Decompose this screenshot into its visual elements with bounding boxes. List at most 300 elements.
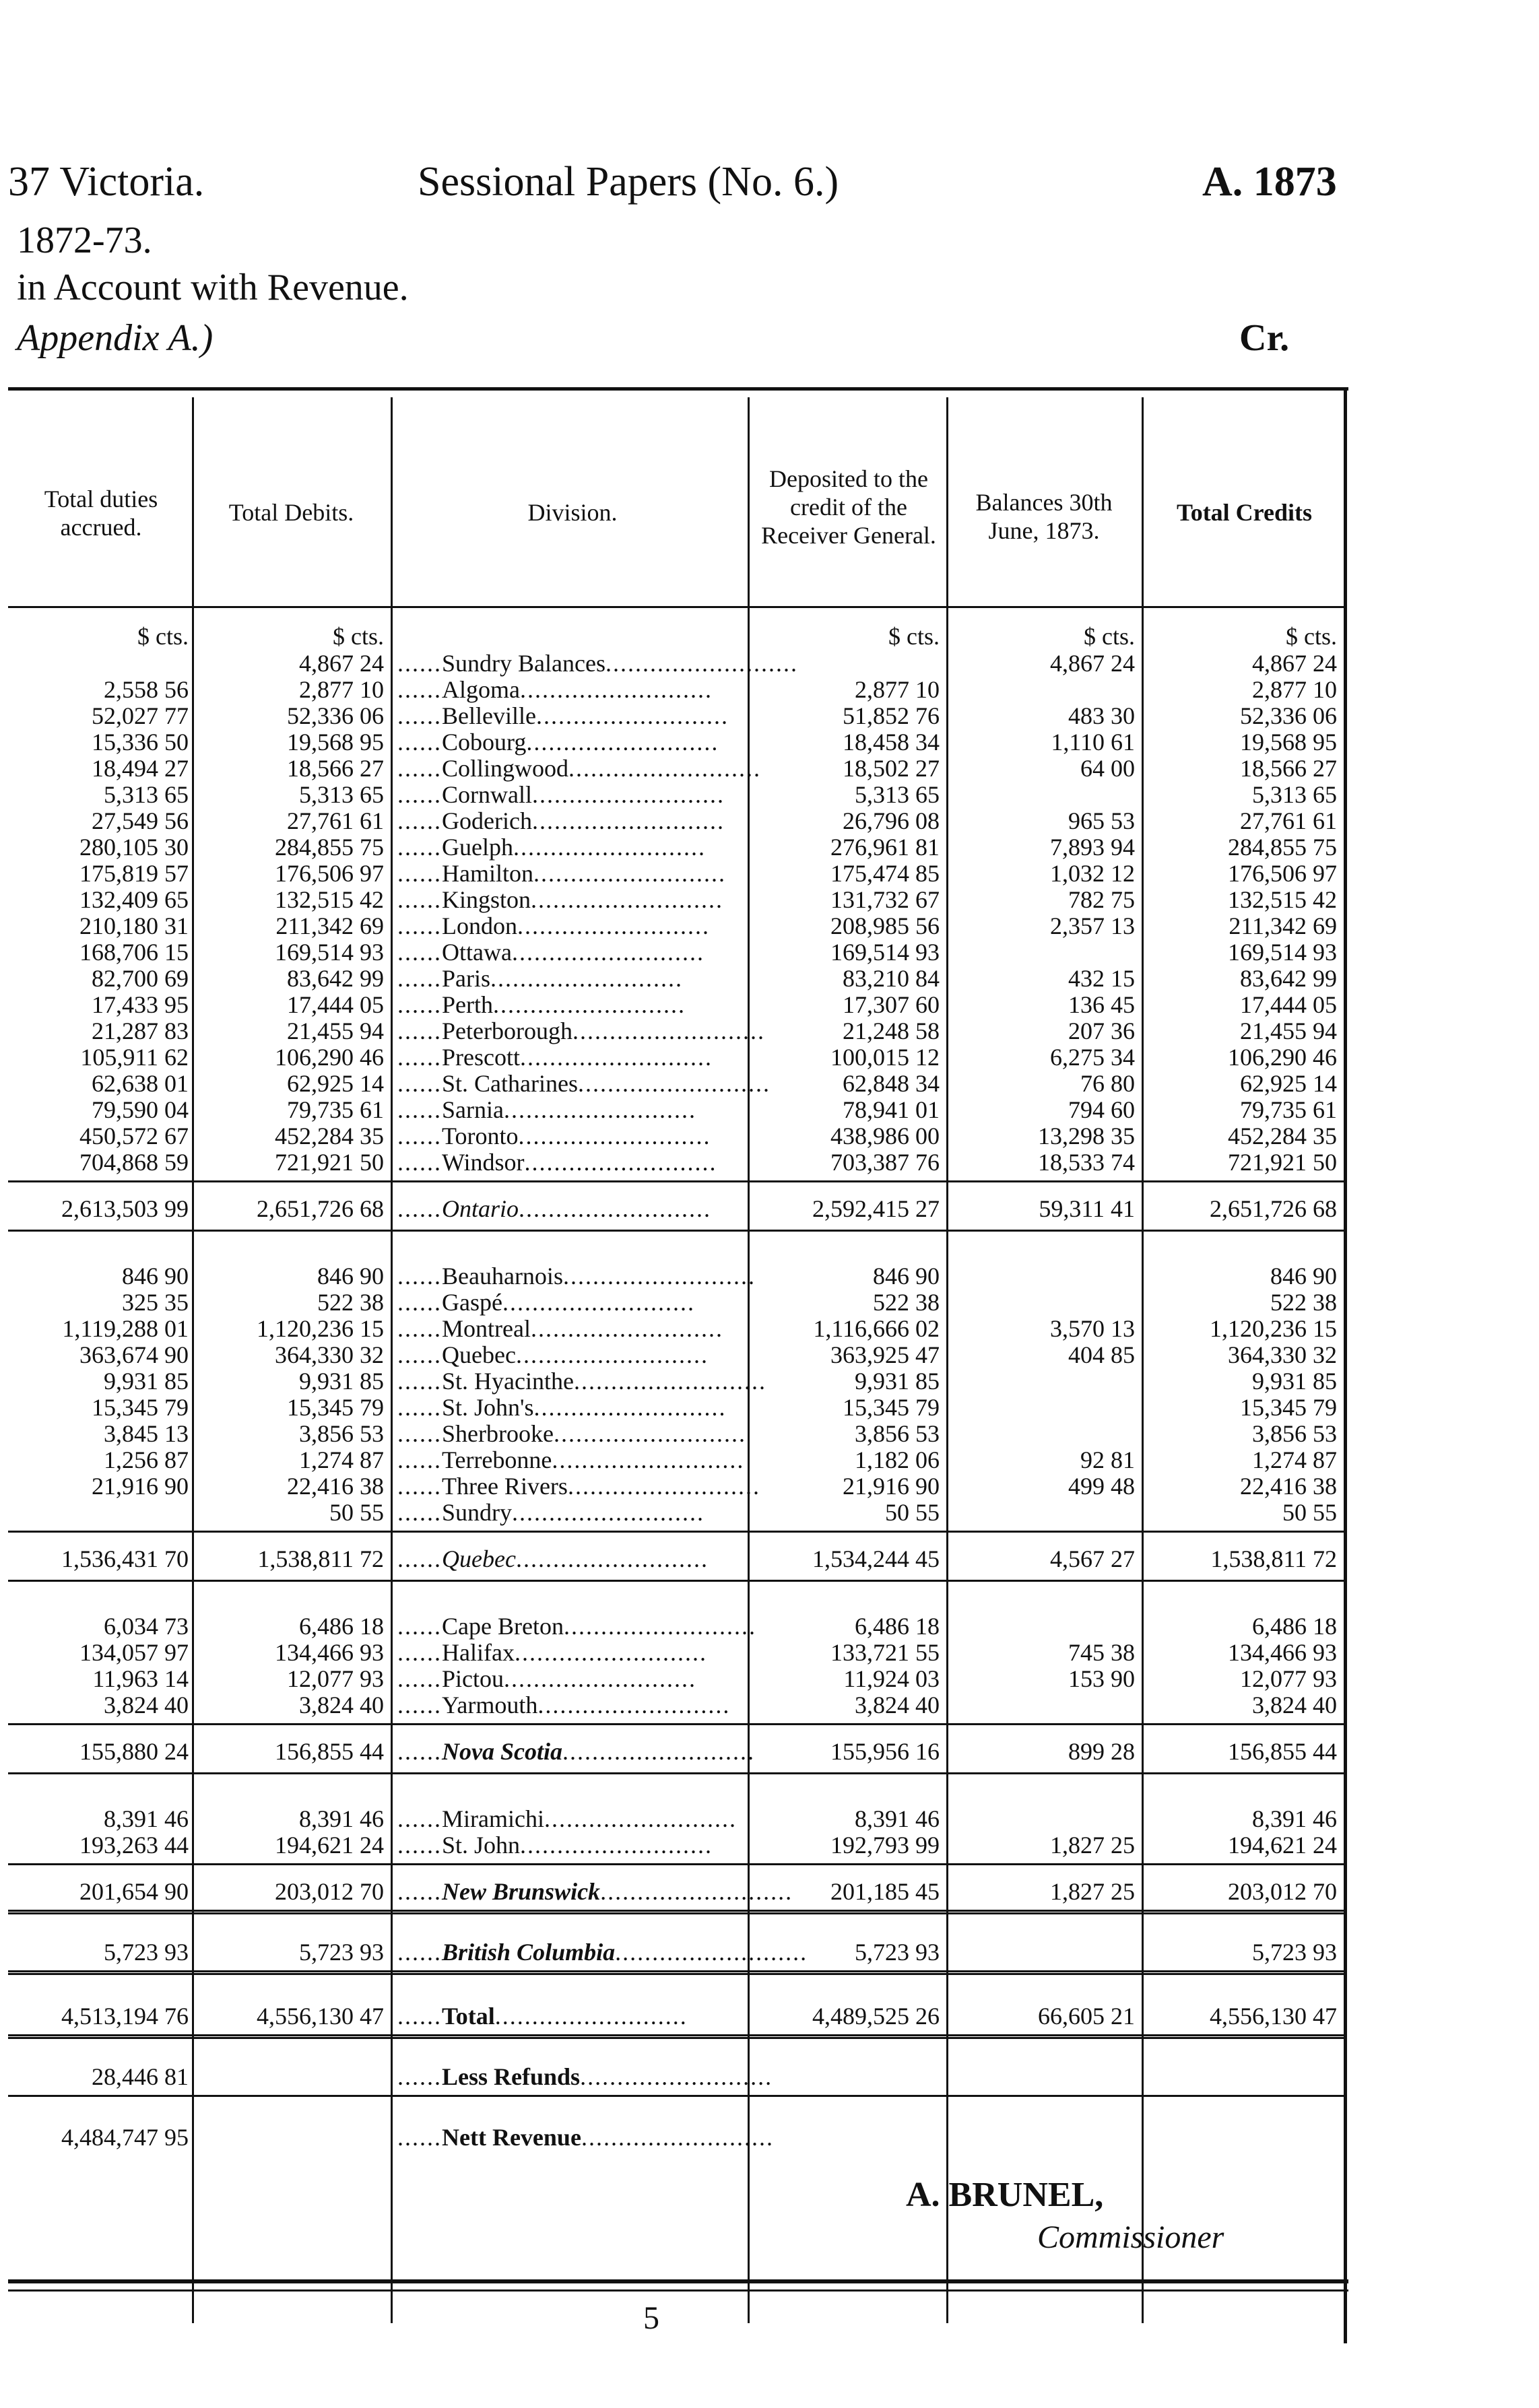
cell-deposited: 78,941 01 (843, 1096, 940, 1123)
header-year: 1872-73. (17, 220, 152, 261)
cell-duties: 6,034 73 (104, 1613, 189, 1640)
cell-credits: 2,877 10 (1252, 676, 1337, 703)
cell-credits: 50 55 (1282, 1499, 1337, 1526)
cell-credits: 9,931 85 (1252, 1368, 1337, 1395)
leader-dots: ...... (397, 1499, 442, 1526)
subtotal-rule (8, 1772, 1345, 1774)
cell-division (397, 676, 744, 703)
cell-balances: 64 00 (1080, 755, 1135, 782)
cell-credits: 12,077 93 (1240, 1665, 1337, 1692)
leader-dots: ...... (397, 1939, 442, 1966)
cell-division (397, 886, 744, 913)
cell-deposited: 155,956 16 (830, 1738, 940, 1765)
cell-deposited: 15,345 79 (843, 1394, 940, 1421)
leader-dots: .......................... (577, 1070, 771, 1097)
leader-dots: ...... (397, 2003, 442, 2030)
leader-dots: .......................... (581, 2124, 774, 2151)
leader-dots: ...... (397, 1805, 442, 1832)
leader-dots: .......................... (615, 1939, 808, 1966)
cell-balances: 18,533 74 (1038, 1149, 1135, 1176)
leader-dots: .......................... (520, 1832, 713, 1859)
cell-duties: 325 35 (122, 1289, 189, 1316)
cell-credits: 194,621 24 (1228, 1832, 1337, 1859)
cell-duties: 21,287 83 (92, 1017, 189, 1044)
leader-dots: ...... (397, 1315, 442, 1342)
cell-division (397, 1263, 756, 1290)
leader-dots: .......................... (562, 1738, 755, 1765)
cell-duties: 155,880 24 (79, 1738, 189, 1765)
cell-credits: 52,336 06 (1240, 702, 1337, 729)
leader-dots: ...... (397, 1017, 442, 1044)
cell-debits: 156,855 44 (275, 1738, 384, 1765)
cell-division (397, 729, 744, 756)
cell-balances: 207 36 (1068, 1017, 1135, 1044)
cell-duties: 4,513,194 76 (61, 2003, 189, 2030)
cell-division (397, 965, 744, 992)
cell-debits: 62,925 14 (287, 1070, 384, 1097)
units-credits: $ cts. (1286, 623, 1337, 650)
cell-duties: 3,845 13 (104, 1420, 189, 1447)
cell-credits: 1,274 87 (1252, 1446, 1337, 1473)
units-debits: $ cts. (333, 623, 384, 650)
cell-credits: 8,391 46 (1252, 1805, 1337, 1832)
heading-rule (8, 606, 1345, 608)
cell-deposited: 1,182 06 (855, 1446, 940, 1473)
cell-credits: 134,466 93 (1228, 1639, 1337, 1666)
cell-duties: 280,105 30 (79, 834, 189, 861)
division-label: Ontario (442, 1195, 519, 1222)
cell-credits: 203,012 70 (1228, 1878, 1337, 1905)
leader-dots: ...... (397, 2124, 442, 2151)
leader-dots: ...... (397, 991, 442, 1018)
leader-dots: .......................... (512, 1499, 705, 1526)
division-label: Yarmouth (442, 1692, 538, 1718)
leader-dots: .......................... (502, 1289, 695, 1316)
cell-deposited: 131,732 67 (830, 886, 940, 913)
units-duties: $ cts. (137, 623, 189, 650)
cell-deposited: 175,474 85 (830, 860, 940, 887)
leader-dots: ...... (397, 1044, 442, 1071)
cell-division (397, 1939, 808, 1966)
cell-balances: 3,570 13 (1050, 1315, 1135, 1342)
cell-deposited: 2,592,415 27 (812, 1195, 940, 1222)
cell-credits: 5,313 65 (1252, 781, 1337, 808)
cell-debits: 522 38 (317, 1289, 384, 1316)
cell-division (397, 1665, 744, 1692)
cell-division (397, 1195, 744, 1222)
cell-credits: 5,723 93 (1252, 1939, 1337, 1966)
cell-division (397, 1315, 744, 1342)
cell-debits: 194,621 24 (275, 1832, 384, 1859)
leader-dots: .......................... (553, 1420, 746, 1447)
cell-credits: 176,506 97 (1228, 860, 1337, 887)
cell-division (397, 755, 762, 782)
cell-deposited: 62,848 34 (843, 1070, 940, 1097)
units-balances: $ cts. (1084, 623, 1135, 650)
cell-duties: 79,590 04 (92, 1096, 189, 1123)
cell-duties: 62,638 01 (92, 1070, 189, 1097)
cell-deposited: 133,721 55 (830, 1639, 940, 1666)
leader-dots: ...... (397, 676, 442, 703)
division-label: Hamilton (442, 860, 533, 887)
cell-duties: 9,931 85 (104, 1368, 189, 1395)
leader-dots: .......................... (518, 1123, 711, 1149)
cell-deposited: 18,458 34 (843, 729, 940, 756)
subtotal-rule (8, 2037, 1345, 2039)
cell-debits: 8,391 46 (299, 1805, 384, 1832)
cell-deposited: 18,502 27 (843, 755, 940, 782)
division-label: Prescott (442, 1044, 520, 1071)
cell-balances: 7,893 94 (1050, 834, 1135, 861)
cell-duties: 704,868 59 (79, 1149, 189, 1176)
leader-dots: .......................... (493, 991, 686, 1018)
cell-credits: 21,455 94 (1240, 1017, 1337, 1044)
cell-balances: 432 15 (1068, 965, 1135, 992)
division-label: Collingwood (442, 755, 569, 782)
cell-credits: 3,824 40 (1252, 1692, 1337, 1718)
leader-dots: ...... (397, 1613, 442, 1640)
cell-balances: 6,275 34 (1050, 1044, 1135, 1071)
leader-dots: .......................... (530, 1315, 723, 1342)
cell-division (397, 1738, 755, 1765)
leader-dots: ...... (397, 1545, 442, 1572)
cell-credits: 284,855 75 (1228, 834, 1337, 861)
cell-duties: 17,433 95 (92, 991, 189, 1018)
cell-debits: 18,566 27 (287, 755, 384, 782)
cell-debits: 3,856 53 (299, 1420, 384, 1447)
cell-division (397, 1499, 744, 1526)
bottom-rule (8, 2279, 1348, 2283)
cell-balances: 136 45 (1068, 991, 1135, 1018)
units-deposited: $ cts. (888, 623, 940, 650)
leader-dots: .......................... (533, 1394, 727, 1421)
header-right: A. 1873 (1202, 159, 1337, 205)
cell-credits: 522 38 (1270, 1289, 1337, 1316)
cell-credits: 15,345 79 (1240, 1394, 1337, 1421)
cell-deposited: 17,307 60 (843, 991, 940, 1018)
cell-balances: 76 80 (1080, 1070, 1135, 1097)
col-division: Division. (527, 499, 618, 526)
cell-credits: 452,284 35 (1228, 1123, 1337, 1149)
cell-duties: 5,313 65 (104, 781, 189, 808)
leader-dots: .......................... (563, 1613, 756, 1640)
cell-deposited: 8,391 46 (855, 1805, 940, 1832)
cell-debits: 452,284 35 (275, 1123, 384, 1149)
cell-credits: 169,514 93 (1228, 939, 1337, 966)
division-label: St. John (442, 1832, 521, 1859)
group-rule (8, 1910, 1345, 1912)
cell-balances: 4,867 24 (1050, 650, 1135, 677)
cell-division (397, 1123, 744, 1149)
division-label: Belleville (442, 702, 536, 729)
leader-dots: .......................... (531, 886, 724, 913)
cell-debits: 364,330 32 (275, 1341, 384, 1368)
cell-duties: 2,613,503 99 (61, 1195, 189, 1222)
cell-balances: 499 48 (1068, 1473, 1135, 1500)
cell-credits: 1,120,236 15 (1210, 1315, 1337, 1342)
cell-credits: 1,538,811 72 (1210, 1545, 1337, 1572)
col-total-debits: Total Debits. (228, 499, 354, 526)
group-rule (8, 1970, 1345, 1972)
cell-balances: 1,110 61 (1051, 729, 1135, 756)
cell-division (397, 650, 798, 677)
cell-deposited: 4,489,525 26 (812, 2003, 940, 2030)
cell-deposited: 201,185 45 (830, 1878, 940, 1905)
cell-debits: 2,877 10 (299, 676, 384, 703)
leader-dots: ...... (397, 1149, 442, 1176)
group-rule (8, 2095, 1345, 2097)
cell-duties: 363,674 90 (79, 1341, 189, 1368)
cell-balances: 2,357 13 (1050, 912, 1135, 939)
cell-debits: 12,077 93 (287, 1665, 384, 1692)
subtotal-rule (8, 1912, 1345, 1914)
cell-duties: 201,654 90 (79, 1878, 189, 1905)
cell-credits: 2,651,726 68 (1210, 1195, 1337, 1222)
cell-debits: 83,642 99 (287, 965, 384, 992)
cell-debits: 169,514 93 (275, 939, 384, 966)
leader-dots: ...... (397, 965, 442, 992)
division-label: Total (442, 2003, 495, 2030)
cell-credits: 846 90 (1270, 1263, 1337, 1290)
header-account: in Account with Revenue. (17, 267, 409, 308)
cell-debits: 5,723 93 (299, 1939, 384, 1966)
cell-division (397, 1878, 793, 1905)
division-label: Cobourg (442, 729, 527, 756)
cell-duties: 82,700 69 (92, 965, 189, 992)
cell-debits: 19,568 95 (287, 729, 384, 756)
leader-dots: ...... (397, 1195, 442, 1222)
cell-division (397, 1639, 744, 1666)
cell-debits: 52,336 06 (287, 702, 384, 729)
cell-division (397, 1368, 766, 1395)
cell-deposited: 522 38 (873, 1289, 940, 1316)
division-label: London (442, 912, 517, 939)
leader-dots: .......................... (526, 729, 719, 756)
leader-dots: ...... (397, 1639, 442, 1666)
cell-debits: 132,515 42 (275, 886, 384, 913)
cell-credits: 6,486 18 (1252, 1613, 1337, 1640)
col-total-duties: Total duties accrued. (44, 486, 158, 541)
division-label: Terrebonne (442, 1446, 552, 1473)
cell-duties: 5,723 93 (104, 1939, 189, 1966)
cell-credits: 156,855 44 (1228, 1738, 1337, 1765)
division-label: Algoma (442, 676, 520, 703)
cell-balances: 965 53 (1068, 807, 1135, 834)
cell-credits: 18,566 27 (1240, 755, 1337, 782)
cell-division (397, 939, 744, 966)
leader-dots: ...... (397, 1123, 442, 1149)
cell-division (397, 1394, 744, 1421)
cell-division (397, 1545, 744, 1572)
leader-dots: ...... (397, 1368, 442, 1395)
cell-division (397, 1341, 744, 1368)
division-label: St. Catharines (442, 1070, 578, 1097)
leader-dots: .......................... (580, 2063, 773, 2090)
cell-division (397, 807, 744, 834)
cell-debits: 284,855 75 (275, 834, 384, 861)
leader-dots: ...... (397, 755, 442, 782)
division-label: Sarnia (442, 1096, 504, 1123)
leader-dots: ...... (397, 1878, 442, 1905)
leader-dots: .......................... (568, 755, 762, 782)
cell-division (397, 1017, 765, 1044)
leader-dots: .......................... (511, 939, 705, 966)
leader-dots: .......................... (515, 1545, 709, 1572)
cell-debits: 9,931 85 (299, 1368, 384, 1395)
cell-duties: 18,494 27 (92, 755, 189, 782)
leader-dots: .......................... (552, 1446, 745, 1473)
leader-dots: ...... (397, 886, 442, 913)
cell-duties: 4,484,747 95 (61, 2124, 189, 2151)
cell-division (397, 2003, 744, 2030)
cell-credits: 79,735 61 (1240, 1096, 1337, 1123)
cell-deposited: 51,852 76 (843, 702, 940, 729)
cell-deposited: 5,723 93 (855, 1939, 940, 1966)
subtotal-rule (8, 1580, 1345, 1582)
division-label: Montreal (442, 1315, 531, 1342)
cell-balances: 66,605 21 (1038, 2003, 1135, 2030)
division-label: Sherbrooke (442, 1420, 554, 1447)
cell-division (397, 702, 744, 729)
cell-credits: 17,444 05 (1240, 991, 1337, 1018)
cell-debits: 1,538,811 72 (257, 1545, 384, 1572)
cell-credits: 4,867 24 (1252, 650, 1337, 677)
cell-division (397, 1044, 744, 1071)
cell-balances: 1,827 25 (1050, 1832, 1135, 1859)
leader-dots: ...... (397, 912, 442, 939)
cell-deposited: 2,877 10 (855, 676, 940, 703)
cell-credits: 132,515 42 (1228, 886, 1337, 913)
header-left: 37 Victoria. (8, 159, 205, 205)
col-total-credits: Total Credits (1176, 499, 1313, 526)
group-rule (8, 1531, 1345, 1533)
cell-deposited: 5,313 65 (855, 781, 940, 808)
cell-duties: 11,963 14 (92, 1665, 189, 1692)
cell-balances: 794 60 (1068, 1096, 1135, 1123)
cell-balances: 1,827 25 (1050, 1878, 1135, 1905)
leader-dots: ...... (397, 1341, 442, 1368)
bottom-rule-2 (8, 2289, 1348, 2292)
division-label: Kingston (442, 886, 531, 913)
cell-deposited: 21,248 58 (843, 1017, 940, 1044)
cell-credits: 3,856 53 (1252, 1420, 1337, 1447)
cell-duties: 1,256 87 (104, 1446, 189, 1473)
leader-dots: .......................... (515, 1341, 709, 1368)
leader-dots: ...... (397, 834, 442, 861)
cell-balances: 13,298 35 (1038, 1123, 1135, 1149)
leader-dots: .......................... (490, 965, 683, 992)
subtotal-rule (8, 1230, 1345, 1232)
leader-dots: ...... (397, 1263, 442, 1290)
division-label: Paris (442, 965, 490, 992)
cell-deposited: 50 55 (885, 1499, 940, 1526)
cell-balances: 782 75 (1068, 886, 1135, 913)
cell-debits: 2,651,726 68 (257, 1195, 384, 1222)
cell-credits: 4,556,130 47 (1210, 2003, 1337, 2030)
cell-deposited: 9,931 85 (855, 1368, 940, 1395)
leader-dots: .......................... (514, 1639, 707, 1666)
cell-duties: 2,558 56 (104, 676, 189, 703)
division-label: Quebec (442, 1545, 516, 1572)
cell-deposited: 100,015 12 (830, 1044, 940, 1071)
leader-dots: ...... (397, 702, 442, 729)
cell-duties: 132,409 65 (79, 886, 189, 913)
division-label: Nova Scotia (442, 1738, 562, 1765)
division-label: Sundry Balances (442, 650, 605, 677)
division-label: Nett Revenue (442, 2124, 581, 2151)
cell-deposited: 3,824 40 (855, 1692, 940, 1718)
cell-division (397, 2063, 773, 2090)
cell-credits: 721,921 50 (1228, 1149, 1337, 1176)
cell-debits: 79,735 61 (287, 1096, 384, 1123)
cell-duties: 8,391 46 (104, 1805, 189, 1832)
table-right-rule (1344, 387, 1347, 2343)
header-appendix: Appendix A.) (17, 317, 214, 359)
cell-deposited: 438,986 00 (830, 1123, 940, 1149)
division-label: Sundry (442, 1499, 513, 1526)
cell-credits: 83,642 99 (1240, 965, 1337, 992)
leader-dots: .......................... (573, 1368, 766, 1395)
cell-debits: 27,761 61 (287, 807, 384, 834)
leader-dots: ...... (397, 781, 442, 808)
leader-dots: ...... (397, 1473, 442, 1500)
signature-name: A. BRUNEL, (906, 2176, 1104, 2214)
cell-deposited: 26,796 08 (843, 807, 940, 834)
cell-duties: 175,819 57 (79, 860, 189, 887)
division-label: Beauharnois (442, 1263, 563, 1290)
cell-deposited: 83,210 84 (843, 965, 940, 992)
division-label: Less Refunds (442, 2063, 581, 2090)
division-label: Miramichi (442, 1805, 544, 1832)
col-deposited: Deposited to the credit of the Receiver General. (761, 465, 936, 549)
leader-dots: .......................... (537, 1692, 731, 1718)
cell-debits: 6,486 18 (299, 1613, 384, 1640)
cell-division (397, 1149, 744, 1176)
cell-duties: 193,263 44 (79, 1832, 189, 1859)
cell-deposited: 169,514 93 (830, 939, 940, 966)
leader-dots: .......................... (494, 2003, 688, 2030)
leader-dots: ...... (397, 1394, 442, 1421)
cell-deposited: 21,916 90 (843, 1473, 940, 1500)
division-label: New Brunswick (442, 1878, 601, 1905)
cell-debits: 846 90 (317, 1263, 384, 1290)
cell-debits: 50 55 (329, 1499, 384, 1526)
leader-dots: .......................... (531, 807, 725, 834)
cell-division (397, 1070, 771, 1097)
leader-dots: .......................... (572, 1017, 765, 1044)
cell-credits: 27,761 61 (1240, 807, 1337, 834)
cell-duties: 134,057 97 (79, 1639, 189, 1666)
cell-division (397, 1613, 756, 1640)
leader-dots: ...... (397, 1832, 442, 1859)
cell-division (397, 1446, 744, 1473)
leader-dots: .......................... (605, 650, 798, 677)
leader-dots: .......................... (600, 1878, 793, 1905)
cell-balances: 483 30 (1068, 702, 1135, 729)
cell-balances: 404 85 (1068, 1341, 1135, 1368)
leader-dots: .......................... (513, 834, 706, 861)
cell-duties: 210,180 31 (79, 912, 189, 939)
leader-dots: ...... (397, 939, 442, 966)
division-label: Cornwall (442, 781, 532, 808)
cell-deposited: 3,856 53 (855, 1420, 940, 1447)
division-label: St. John's (442, 1394, 534, 1421)
cell-deposited: 1,116,666 02 (813, 1315, 940, 1342)
cell-debits: 21,455 94 (287, 1017, 384, 1044)
group-rule (8, 1723, 1345, 1725)
cell-deposited: 192,793 99 (830, 1832, 940, 1859)
cell-debits: 3,824 40 (299, 1692, 384, 1718)
